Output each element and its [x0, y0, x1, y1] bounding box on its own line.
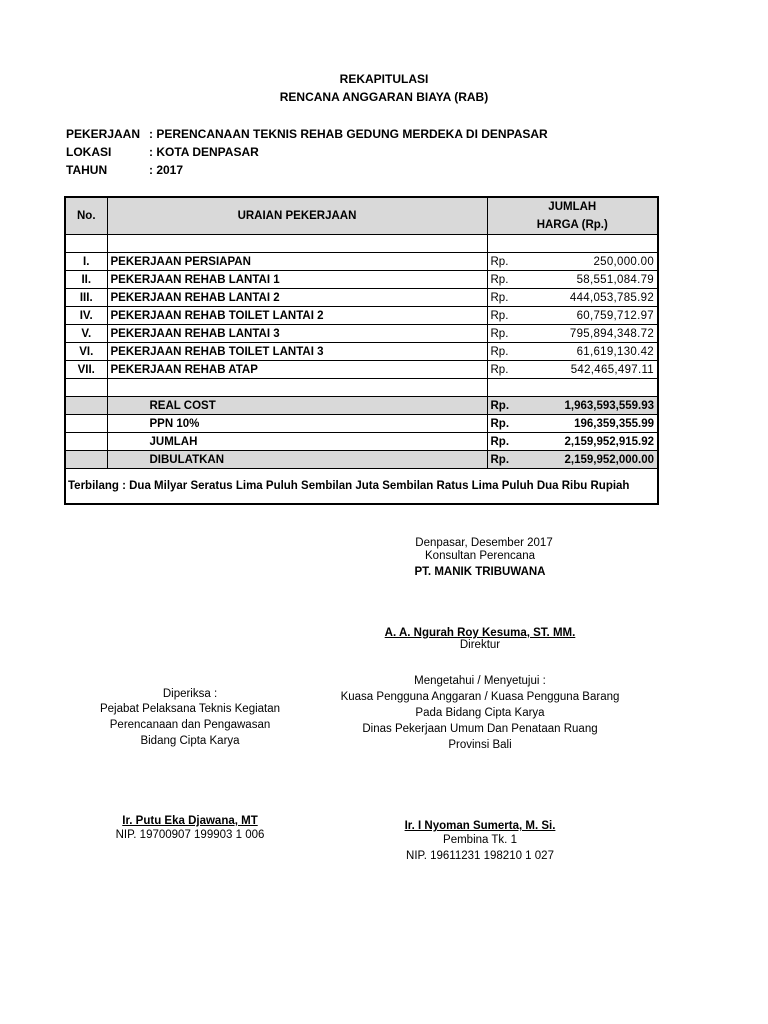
table-row	[65, 271, 658, 289]
total-rp: Rp.	[487, 433, 517, 451]
table-row	[65, 289, 658, 307]
kpa-line2: Pada Bidang Cipta Karya	[415, 707, 545, 719]
row-desc: PEKERJAAN PERSIAPAN	[107, 253, 487, 271]
pptk-line1: Pejabat Pelaksana Teknis Kegiatan	[99, 703, 281, 715]
row-amount: 542,465,497.11	[517, 361, 658, 379]
total-row-real-cost	[65, 397, 658, 415]
row-amount: 250,000.00	[517, 253, 658, 271]
row-no: I.	[65, 253, 107, 271]
total-label: PPN 10%	[107, 415, 487, 433]
director-name: A. A. Ngurah Roy Kesuma, ST. MM.	[384, 627, 576, 639]
total-amount: 1,963,593,559.93	[517, 397, 658, 415]
row-desc: PEKERJAAN REHAB LANTAI 2	[107, 289, 487, 307]
meta-lokasi-label: LOKASI	[66, 145, 112, 159]
header-harga: HARGA (Rp.)	[487, 216, 658, 235]
rab-table	[64, 196, 659, 505]
total-row-jumlah	[65, 433, 658, 451]
kpa-nip: NIP. 19611231 198210 1 027	[406, 850, 554, 862]
total-label: REAL COST	[107, 397, 487, 415]
terbilang-row	[65, 469, 658, 505]
kpa-name: Ir. I Nyoman Sumerta, M. Si.	[404, 820, 556, 832]
total-label: DIBULATKAN	[107, 451, 487, 469]
table-row	[65, 325, 658, 343]
header-no: No.	[65, 197, 107, 235]
pptk-line2: Perencanaan dan Pengawasan	[109, 719, 271, 731]
row-no: III.	[65, 289, 107, 307]
meta-tahun	[66, 163, 183, 177]
table-header-row	[65, 197, 658, 216]
meta-lokasi-value: : KOTA DENPASAR	[149, 145, 259, 159]
table-row	[65, 307, 658, 325]
doc-title: REKAPITULASI	[339, 72, 429, 86]
row-no: IV.	[65, 307, 107, 325]
table-row	[65, 253, 658, 271]
row-amount: 58,551,084.79	[517, 271, 658, 289]
header-uraian: URAIAN PEKERJAAN	[107, 197, 487, 235]
row-desc: PEKERJAAN REHAB TOILET LANTAI 2	[107, 307, 487, 325]
meta-lokasi	[66, 145, 259, 159]
row-rp: Rp.	[487, 271, 517, 289]
kpa-line1: Kuasa Pengguna Anggaran / Kuasa Pengguna Barang	[340, 691, 620, 703]
total-rp: Rp.	[487, 397, 517, 415]
row-desc: PEKERJAAN REHAB ATAP	[107, 361, 487, 379]
director-title: Direktur	[459, 639, 501, 651]
total-amount: 196,359,355.99	[517, 415, 658, 433]
total-amount: 2,159,952,915.92	[517, 433, 658, 451]
row-rp: Rp.	[487, 253, 517, 271]
pptk-name: Ir. Putu Eka Djawana, MT	[122, 815, 258, 827]
total-label: JUMLAH	[107, 433, 487, 451]
row-no: VI.	[65, 343, 107, 361]
row-no: VII.	[65, 361, 107, 379]
meta-tahun-value: : 2017	[149, 163, 184, 177]
row-amount: 61,619,130.42	[517, 343, 658, 361]
table-row	[65, 361, 658, 379]
row-desc: PEKERJAAN REHAB LANTAI 3	[107, 325, 487, 343]
row-amount: 444,053,785.92	[517, 289, 658, 307]
konsultan-label: Konsultan Perencana	[425, 550, 535, 562]
total-row-ppn	[65, 415, 658, 433]
row-rp: Rp.	[487, 307, 517, 325]
table-spacer-row	[65, 379, 658, 397]
row-desc: PEKERJAAN REHAB TOILET LANTAI 3	[107, 343, 487, 361]
header-jumlah: JUMLAH	[487, 197, 658, 216]
row-rp: Rp.	[487, 343, 517, 361]
pptk-nip: NIP. 19700907 199903 1 006	[115, 829, 265, 841]
mengetahui-label: Mengetahui / Menyetujui :	[414, 675, 546, 687]
row-amount: 795,894,348.72	[517, 325, 658, 343]
row-rp: Rp.	[487, 325, 517, 343]
company-name: PT. MANIK TRIBUWANA	[414, 566, 546, 578]
row-no: II.	[65, 271, 107, 289]
terbilang-text: Terbilang : Dua Milyar Seratus Lima Puluh Sembilan Juta Sembilan Ratus Lima Puluh Dua Ribu Rupiah	[65, 469, 658, 505]
total-rp: Rp.	[487, 415, 517, 433]
meta-pekerjaan	[66, 127, 548, 141]
table-row	[65, 343, 658, 361]
row-no: V.	[65, 325, 107, 343]
place-date: Denpasar, Desember 2017	[415, 537, 553, 549]
row-rp: Rp.	[487, 361, 517, 379]
meta-tahun-label: TAHUN	[66, 163, 108, 177]
doc-subtitle: RENCANA ANGGARAN BIAYA (RAB)	[279, 90, 489, 104]
row-amount: 60,759,712.97	[517, 307, 658, 325]
diperiksa-label: Diperiksa :	[162, 688, 218, 700]
kpa-rank: Pembina Tk. 1	[443, 834, 517, 846]
kpa-line3: Dinas Pekerjaan Umum Dan Penataan Ruang	[362, 723, 598, 735]
row-desc: PEKERJAAN REHAB LANTAI 1	[107, 271, 487, 289]
table-spacer-row	[65, 235, 658, 253]
pptk-line3: Bidang Cipta Karya	[140, 735, 240, 747]
meta-pekerjaan-value: : PERENCANAAN TEKNIS REHAB GEDUNG MERDEKA DI DENPASAR	[149, 127, 548, 141]
row-rp: Rp.	[487, 289, 517, 307]
total-rp: Rp.	[487, 451, 517, 469]
kpa-line4: Provinsi Bali	[448, 739, 512, 751]
total-amount: 2,159,952,000.00	[517, 451, 658, 469]
total-row-dibulatkan	[65, 451, 658, 469]
meta-pekerjaan-label: PEKERJAAN	[66, 127, 141, 141]
